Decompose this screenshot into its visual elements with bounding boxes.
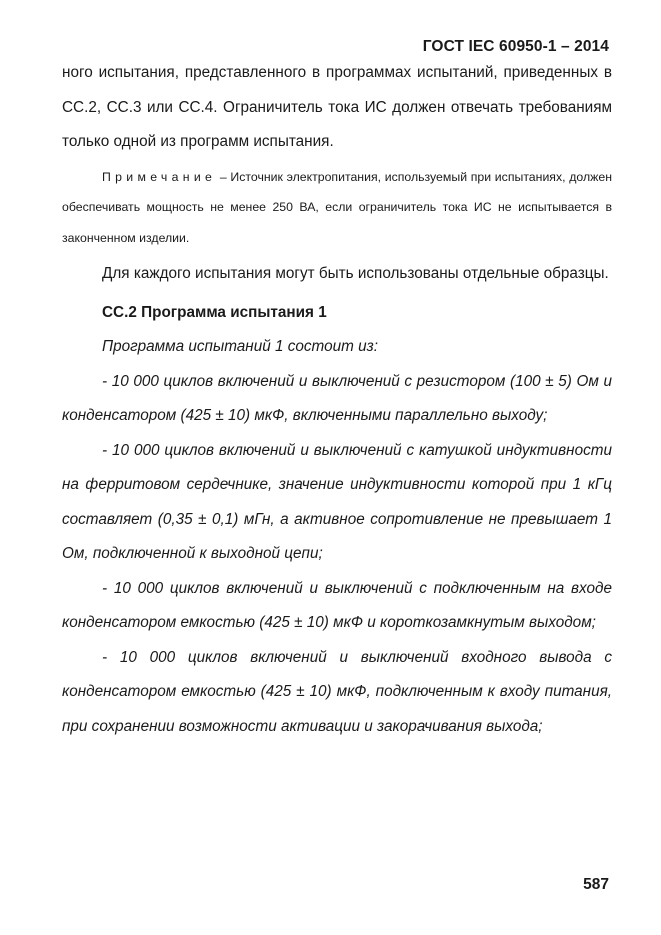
section-heading: СС.2 Программа испытания 1: [102, 303, 327, 321]
list-item: - 10 000 циклов включений и выключений с резистором (100 ± 5) Ом и конденсатором (425 ± 10) мкФ, включенными параллельно выходу;: [62, 372, 612, 424]
program-intro: Программа испытаний 1 состоит из:: [102, 338, 378, 355]
list-item: - 10 000 циклов включений и выключений входного вывода с конденсатором емкостью (425 ± 10) мкФ, подключенным к входу питания, при сохранении возможности активации и закорачивания выхода;: [62, 648, 612, 735]
page-content: [62, 56, 612, 744]
note-text: – Источник электропитания, используемый при испытаниях, должен обеспечивать мощность не менее 250 ВА, если ограничитель тока ИС не испытывается в законченном изделии.: [62, 169, 612, 245]
paragraph-samples: Для каждого испытания могут быть использованы отдельные образцы.: [102, 265, 609, 282]
list-item: - 10 000 циклов включений и выключений с катушкой индуктивности на ферритовом сердечнике, значение индуктивности которой при 1 кГц составляет (0,35 ± 0,1) мГн, а активное сопротивление не превышает 1 Ом, подключенной к выходной цепи;: [62, 441, 612, 562]
note-label: Примечание: [102, 169, 217, 184]
paragraph-continuation: ного испытания, представленного в программах испытаний, приведенных в СС.2, СС.3 или СС.4. Ограничитель тока ИС должен отвечать требованиям только одной из программ испытания.: [62, 64, 612, 150]
page-number: 587: [583, 876, 609, 893]
note-paragraph: [62, 162, 612, 254]
list-item: - 10 000 циклов включений и выключений с подключенным на входе конденсатором емкостью (425 ± 10) мкФ и короткозамкнутым выходом;: [62, 579, 612, 631]
document-header: ГОСТ IEC 60950-1 – 2014: [422, 38, 609, 55]
